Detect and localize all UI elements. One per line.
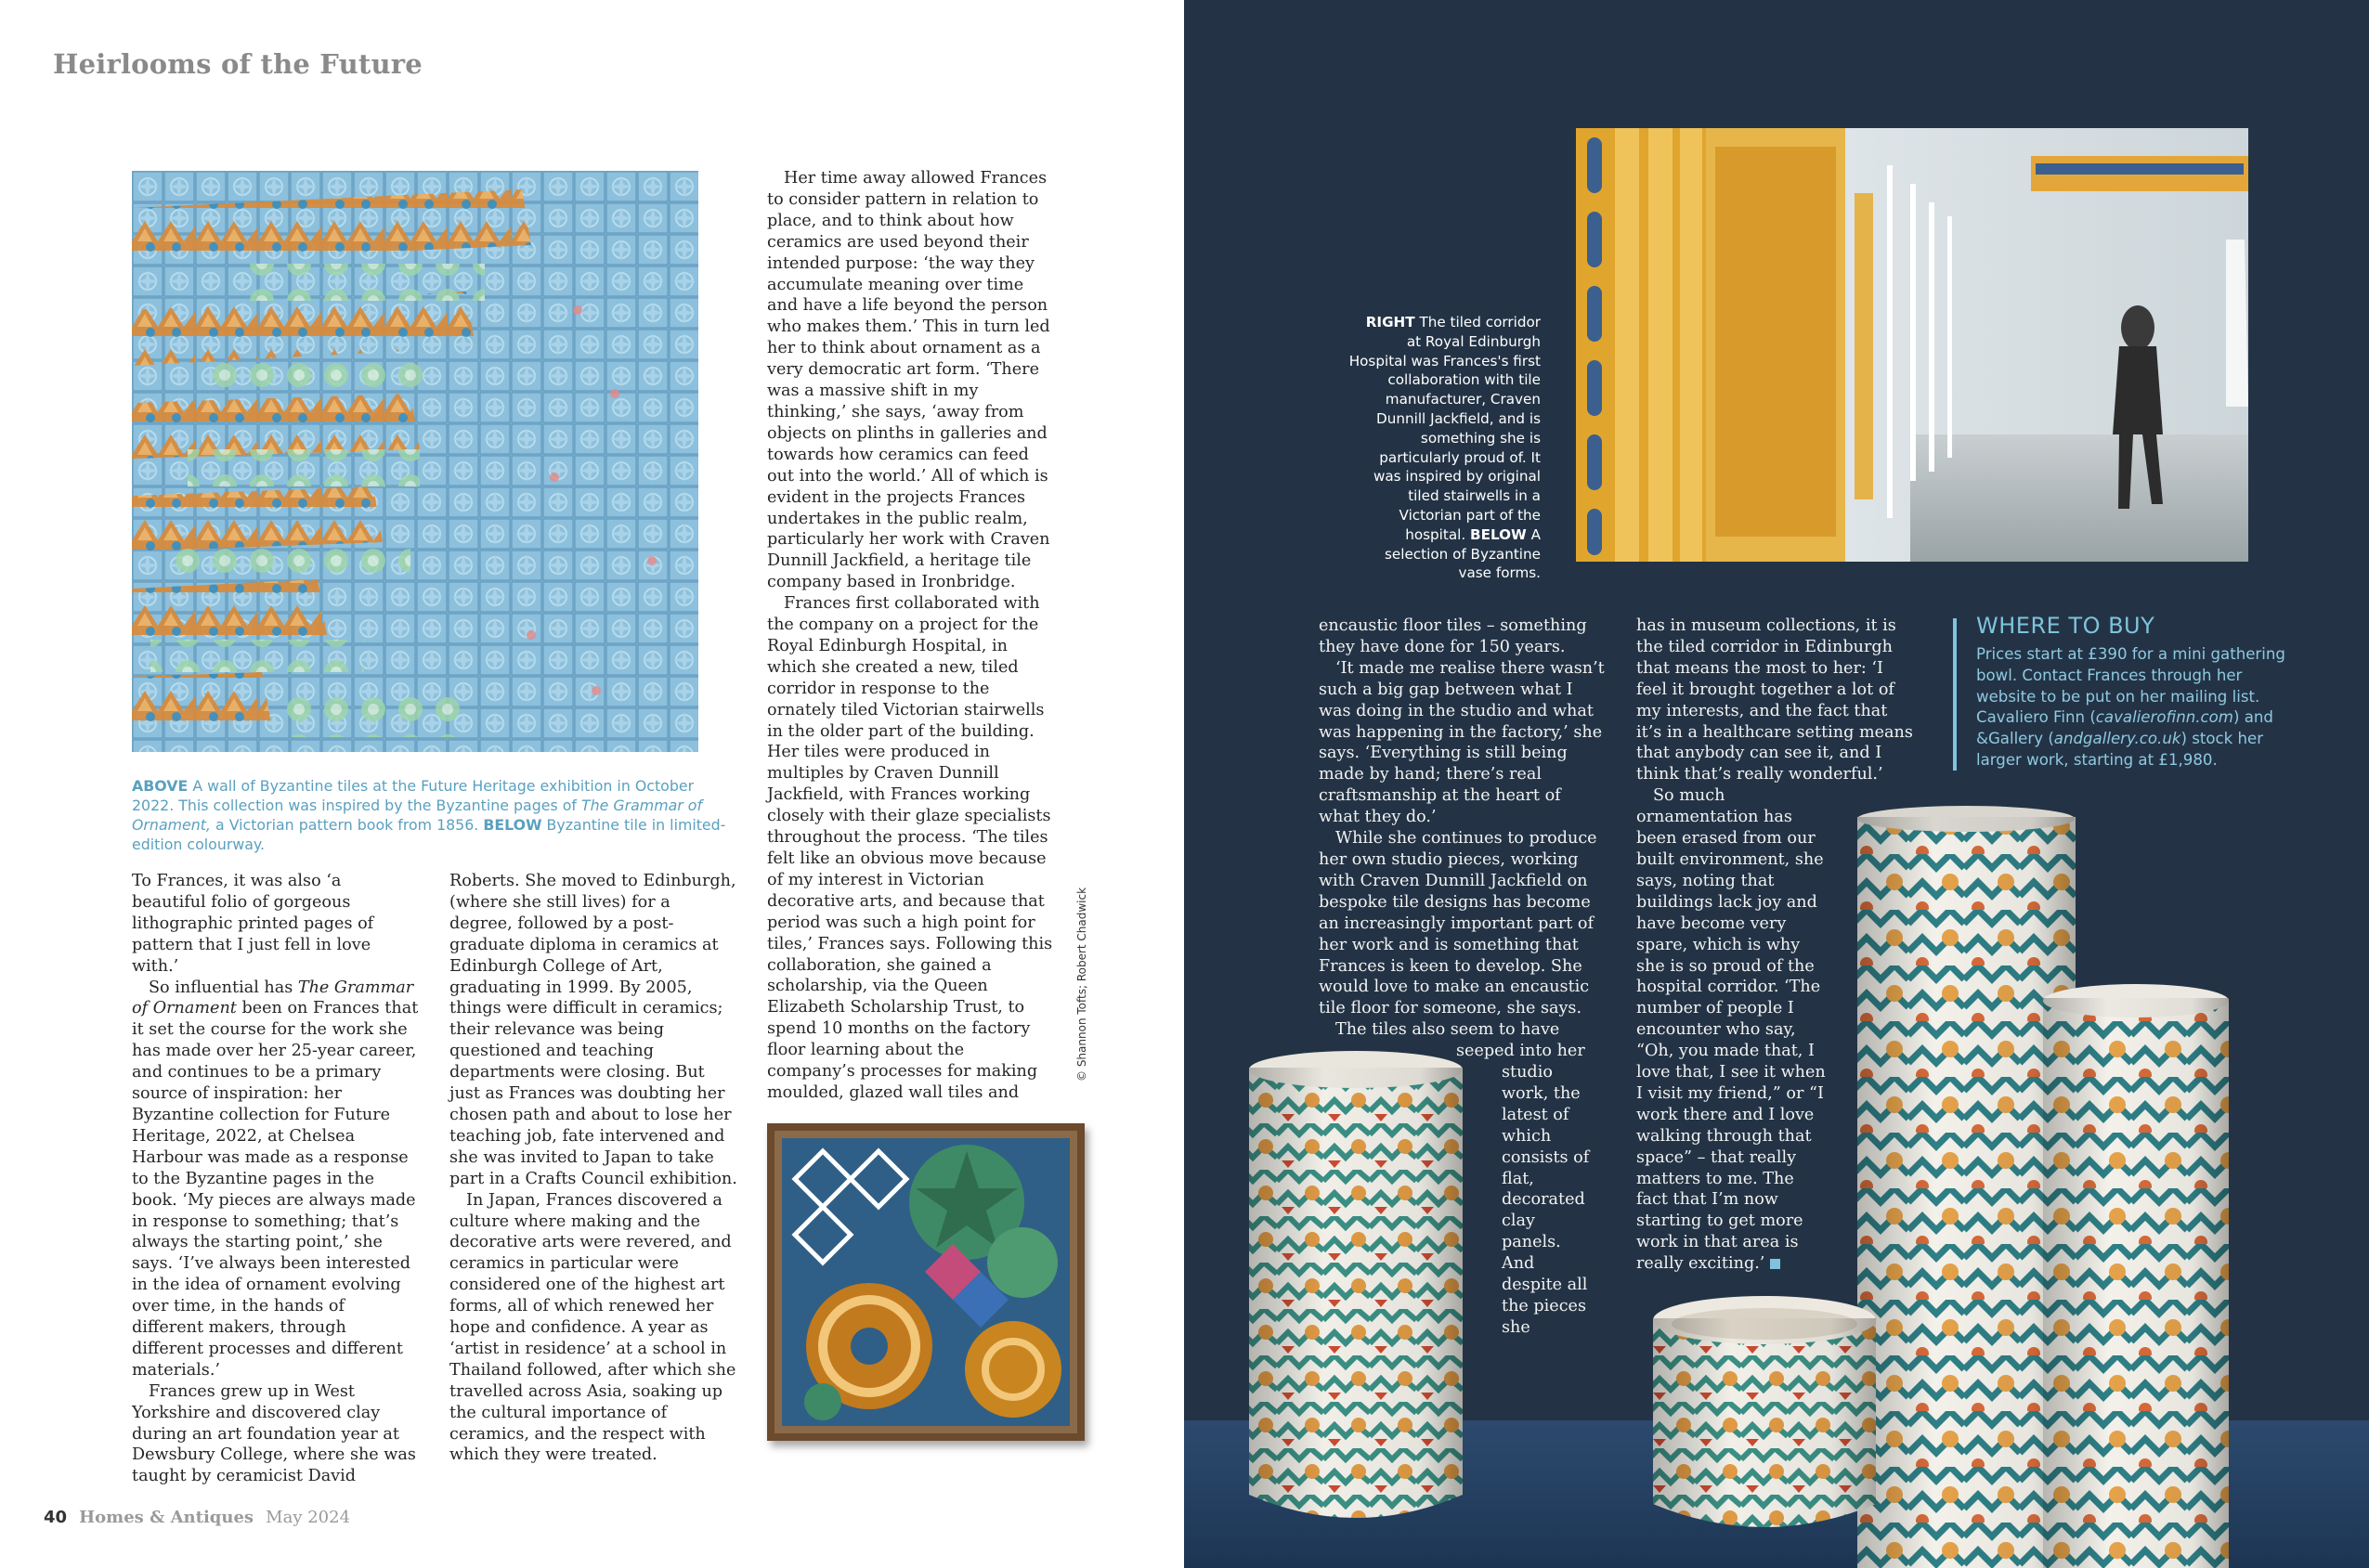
paragraph: In Japan, Frances discovered a culture where making and the decorative arts were revered, and ceramics in particular were considered one of the highest art forms, all of which renewed her hope and confidence. A year as ‘artist in residence’ at a school in Thailand followed, after which she travelled across Asia, soaking up the cultural importance of ceramics, and the respect with which they were treated. xyxy=(449,1190,736,1465)
paragraph: While she continues to produce her own studio pieces, working with Craven Dunnill Jackfield on bespoke tile designs has become an increasingly important part of her work and is something that Frances is keen to develop. She would love to make an encaustic tile floor for someone, she says. xyxy=(1319,829,1597,1018)
paragraph: encaustic floor tiles – something they have done for 150 years. xyxy=(1319,616,1587,656)
paragraph: Frances grew up in West Yorkshire and discovered clay during an art foundation year at Dewsbury College, where she was taught by ceramicist David xyxy=(132,1381,416,1486)
photo-caption-right xyxy=(1348,313,1541,583)
paragraph: studio work, the latest of which consists of flat, decorated clay panels. And despite all the pieces she xyxy=(1502,1063,1590,1337)
where-to-buy-title: WHERE TO BUY xyxy=(1976,613,2155,639)
text-run: Prices start at £390 for a mini gathering bowl. Contact Frances through her website to be put on her mailing list. Cavaliero Finn ( xyxy=(1976,645,2285,727)
tile-wall-image xyxy=(132,171,698,752)
corridor-image xyxy=(1576,128,2248,562)
publication-name: Homes & Antiques xyxy=(79,1508,254,1527)
caption-label-below: BELOW xyxy=(1470,525,1527,543)
corridor-photo xyxy=(1576,128,2248,562)
framed-tile-photo xyxy=(767,1123,1085,1441)
paragraph: has in museum collections, it is the tiled corridor in Edinburgh that means the most to her: ‘I feel it brought together a lot of my interests, and the fact that it’s in a healthcare setting means that anybody can see it, and I think that’s really wonderful.’ xyxy=(1636,616,1913,784)
issue-date: May 2024 xyxy=(266,1508,351,1527)
paragraph: Roberts. She moved to Edinburgh, (where she still lives) for a degree, followed by a post-graduate diploma in ceramics at Edinburgh College of Art, graduating in 1999. By 2005, things were difficult in ceramics; their relevance was being questioned and teaching departments were closing. But just as Frances was doubting her chosen path and about to lose her teaching job, fate intervened and she was invited to Japan to take part in a Crafts Council exhibition. xyxy=(449,872,737,1188)
article-column-1 xyxy=(132,871,420,1487)
photo-credit: © Shannon Tofts; Robert Chadwick xyxy=(1075,887,1088,1082)
paragraph xyxy=(132,978,420,1381)
caption-text: A wall of Byzantine tiles at the Future Heritage exhibition in October 2022. This collection was inspired by the Byzantine pages of xyxy=(132,777,695,814)
website-link[interactable]: andgallery.co.uk xyxy=(2053,730,2181,748)
paragraph: The tiles also seem to have xyxy=(1335,1020,1560,1040)
book-title: The Grammar of Ornament xyxy=(132,978,414,1018)
caption-label-right: RIGHT xyxy=(1365,314,1415,330)
text-run: been on Frances that it set the course for the work she has made over her 25-year career, and continues to be a primary source of inspiration: her Byzantine collection for Future Heritage, 2022, at Chelsea Harbour was made as a response to the Byzantine pages in the book. ‘My pieces are always made in response to something; that’s always the starting point,’ she says. ‘I’ve always been interested in the idea of ornament evolving over time, in the hands of different makers, through different processes and different materials.’ xyxy=(132,999,419,1380)
where-to-buy-box xyxy=(1976,613,2292,771)
article-column-2 xyxy=(449,871,737,1466)
paragraph xyxy=(1636,785,1827,1275)
tile-wall-photo xyxy=(132,171,698,752)
text-run: ) stock her larger work, starting at £1,980. xyxy=(1976,730,2264,769)
caption-text: The tiled corridor at Royal Edinburgh Hospital was Frances's first collaboration with tile manufacturer, Craven Dunnill Jackfield, and is something she is particularly proud of. It was inspired by original tiled stairwells in a Victorian part of the hospital. xyxy=(1348,314,1541,543)
paragraph: seeped into her xyxy=(1456,1042,1585,1061)
caption-book-title: The Grammar of Ornament, xyxy=(132,797,703,834)
paragraph: To Frances, it was also ‘a beautiful folio of gorgeous lithographic printed pages of pattern that I just fell in love with.’ xyxy=(132,872,374,976)
end-mark-icon xyxy=(1770,1259,1780,1269)
paragraph: Frances first collaborated with the company on a project for the Royal Edinburgh Hospital, in which she created a new, tiled corridor in response to the ornately tiled Victorian stairwells in the older part of the building. Her tiles were produced in multiples by Craven Dunnill Jackfield, with Frances working closely with their glaze specialists throughout the process. ‘The tiles felt like an obvious move because of my interest in Victorian decorative arts, and because that period was such a high point for tiles,’ Frances says. Following this collaboration, she gained a scholarship, via the Queen Elizabeth Scholarship Trust, to spend 10 months on the factory floor learning about the company’s processes for making moulded, glazed wall tiles and xyxy=(767,594,1053,1102)
article-column-5 xyxy=(1636,616,1915,1275)
caption-label-above: ABOVE xyxy=(132,777,189,795)
running-head: Heirlooms of the Future xyxy=(53,48,423,80)
caption-text: a Victorian pattern book from 1856. xyxy=(215,816,479,834)
caption-label-below: BELOW xyxy=(483,816,542,834)
page-number: 40 xyxy=(44,1508,68,1527)
text-run: So influential has xyxy=(149,978,293,997)
photo-caption-left xyxy=(132,776,726,854)
text-run: ) and &Gallery ( xyxy=(1976,708,2273,748)
paragraph: Her time away allowed Frances to consider pattern in relation to place, and to think about how ceramics are used beyond their intended purpose: ‘the way they accumulate meaning over time and have a life beyond the person who makes them.’ This in turn led her to think about ornament as a very democratic art form. ‘There was a massive shift in my thinking,’ she says, ‘away from objects on plinths in galleries and towards how ceramics can feed out into the world.’ All of which is evident in the projects Frances undertakes in the public realm, particularly her work with Craven Dunnill Jackfield, a heritage tile company based in Ironbridge. xyxy=(767,169,1050,592)
where-to-buy-rule xyxy=(1953,618,1957,771)
framed-tile-image xyxy=(767,1123,1085,1441)
article-column-4 xyxy=(1319,616,1607,1339)
article-column-3 xyxy=(767,168,1055,1104)
caption-text: Byzantine tile in limited-edition colourway. xyxy=(132,816,726,853)
caption-text: A selection of Byzantine vase forms. xyxy=(1384,525,1541,582)
where-to-buy-text xyxy=(1976,644,2292,771)
paragraph: ‘It made me realise there wasn’t such a big gap between what I was doing in the studio and what was happening in the factory,’ she says. ‘Everything is still being made by hand; there’s real craftsmanship at the heart of what they do.’ xyxy=(1319,658,1605,827)
text-run: So much ornamentation has been erased from our built environment, she says, noting that buildings lack joy and have become very spare, which is why she is so proud of the hospital corridor. ‘The number of people I encounter who say, “Oh, you made that, I love that, I see it when I visit my friend,” or “I work there and I love walking through that space” – that really matters to me. The fact that I’m now starting to get more work in that area is really exciting.’ xyxy=(1636,786,1826,1274)
website-link[interactable]: cavalierofinn.com xyxy=(2095,708,2233,727)
footer xyxy=(44,1508,350,1527)
